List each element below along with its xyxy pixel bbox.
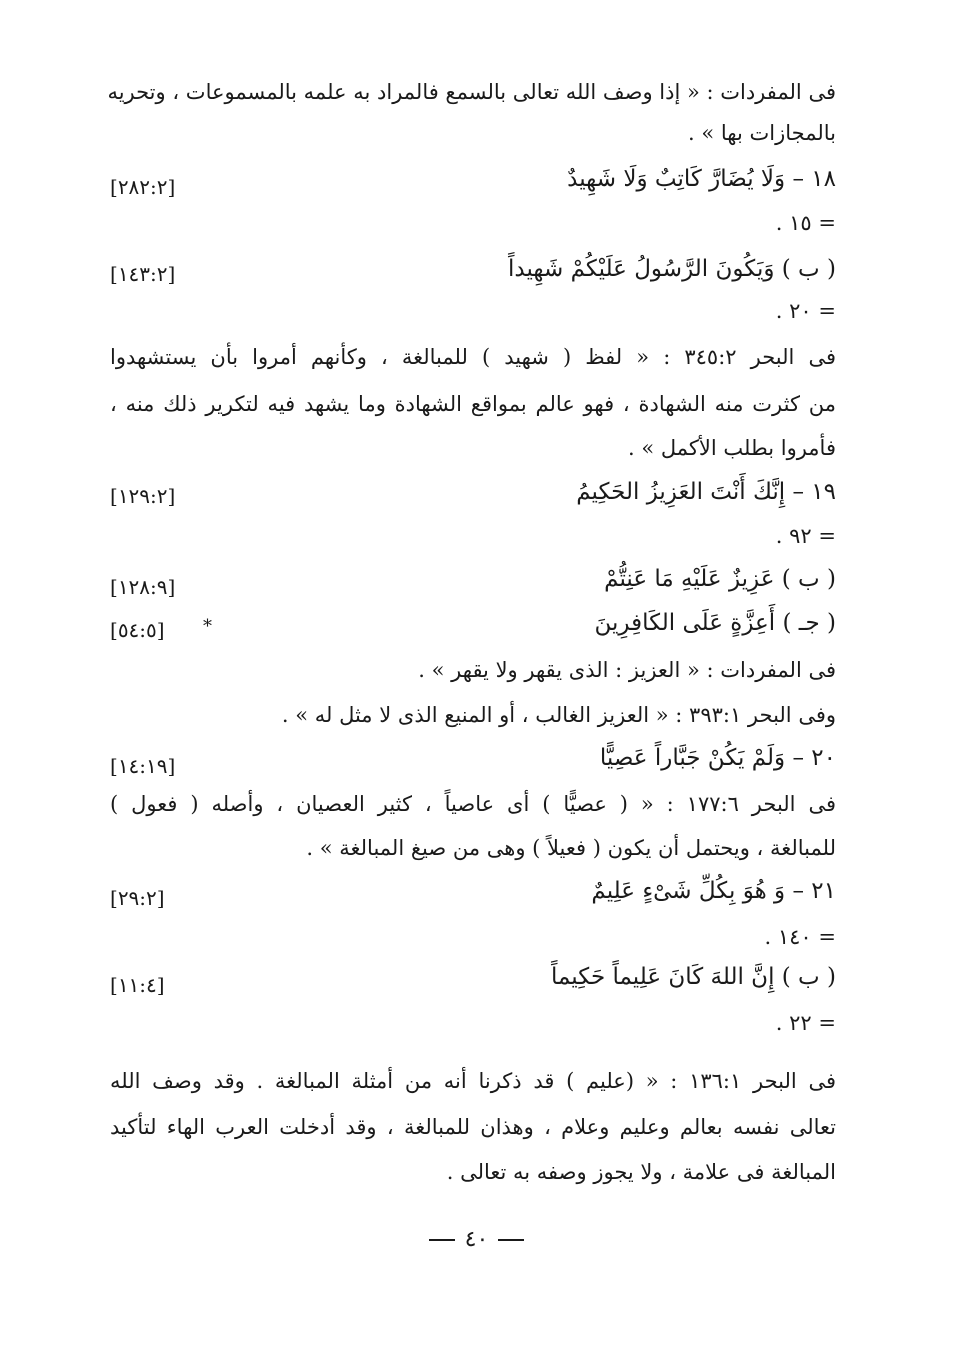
verse-reference: [٢٩:٢] (110, 886, 165, 910)
text-line: فى المفردات : « العزيز : الذى يقهر ولا يقهر » . (418, 658, 836, 682)
text-line: فى البحر ٣٤٥:٢ : « لفظ ( شهيد ) للمبالغة ، وكأنهم أمروا بأن يستشهدوا (110, 345, 836, 369)
text-line: للمبالغة ، ويحتمل أن يكون ( فعيلاً ) وهى من صيغ المبالغة » . (306, 836, 836, 860)
text-line: بالمجازات بها » . (688, 121, 836, 145)
verse-line: ( ب ) وَيَكُونَ الرَّسُولُ عَلَيْكُمْ شَهِيداً (508, 256, 836, 282)
verse-line: ١٨ – وَلَا يُضَارَّ كَاتِبٌ وَلَا شَهِيدٌ (567, 166, 836, 192)
verse-reference: [١٢٩:٢] (110, 484, 176, 508)
asterisk-mark: * (203, 616, 212, 637)
verse-line: ( جـ ) أَعِزَّةٍ عَلَى الكَافِرِينَ (594, 610, 836, 636)
text-line: فى المفردات : « إذا وصف الله تعالى بالسمع فالمراد به علمه بالمسموعات ، وتحريه (107, 80, 836, 104)
text-line: فى البحر ١٣٦:١ : « (عليم ) قد ذكرنا أنه من أمثلة المبالغة . وقد وصف الله (110, 1069, 836, 1093)
page-number-value: ٤٠ (464, 1227, 489, 1252)
count-line: = ١٤٠ . (764, 925, 836, 949)
page-number (0, 1225, 953, 1255)
verse-reference: [١٢٨:٩] (110, 575, 176, 599)
text-line: من كثرت منه الشهادة ، فهو عالم بمواقع الشهادة وما يشهد فيه لتكرير ذلك منه ، (110, 392, 836, 416)
verse-reference: [٢٨٢:٢] (110, 175, 176, 199)
page-number-dash (498, 1239, 524, 1241)
count-line: = ٩٢ . (775, 524, 836, 548)
text-line: فأمروا بطلب الأكمل » . (628, 436, 836, 460)
verse-line: ١٩ – إِنَّكَ أَنْتَ العَزِيزُ الحَكِيمُ (576, 479, 836, 505)
text-line: المبالغة فى علامة ، ولا يجوز وصفه به تعالى . (446, 1160, 836, 1184)
text-line: تعالى نفسه بعالم وعليم وعلام ، وهذان للمبالغة ، وقد أدخلت العرب الهاء لتأكيد (110, 1115, 836, 1139)
verse-reference: [١١:٤] (110, 973, 165, 997)
verse-reference: [٥٤:٥] (110, 618, 165, 642)
verse-line: ٢٠ – وَلَمْ يَكُنْ جَبَّاراً عَصِيًّا (599, 745, 836, 771)
verse-line: ٢١ – وَ هُوَ بِكُلِّ شَىْءٍ عَلِيمٌ (591, 878, 836, 904)
page-number-dash (429, 1239, 455, 1241)
verse-reference: [١٤:١٩] (110, 754, 176, 778)
verse-line: ( ب ) عَزِيزٌ عَلَيْهِ مَا عَنِتُّمْ (604, 566, 836, 592)
text-line: وفى البحر ٣٩٣:١ : « العزيز الغالب ، أو المنيع الذى لا مثل له » . (281, 703, 836, 727)
count-line: = ١٥ . (775, 211, 836, 235)
text-line: فى البحر ١٧٧:٦ : « ( عصيًّا ) أى عاصياً ، كثير العصيان ، وأصله ( فعول ) (110, 792, 836, 816)
verse-line: ( ب ) إِنَّ اللهَ كَانَ عَلِيماً حَكِيماً (551, 964, 836, 990)
count-line: = ٢٢ . (775, 1011, 836, 1035)
verse-reference: [١٤٣:٢] (110, 262, 176, 286)
count-line: = ٢٠ . (775, 299, 836, 323)
